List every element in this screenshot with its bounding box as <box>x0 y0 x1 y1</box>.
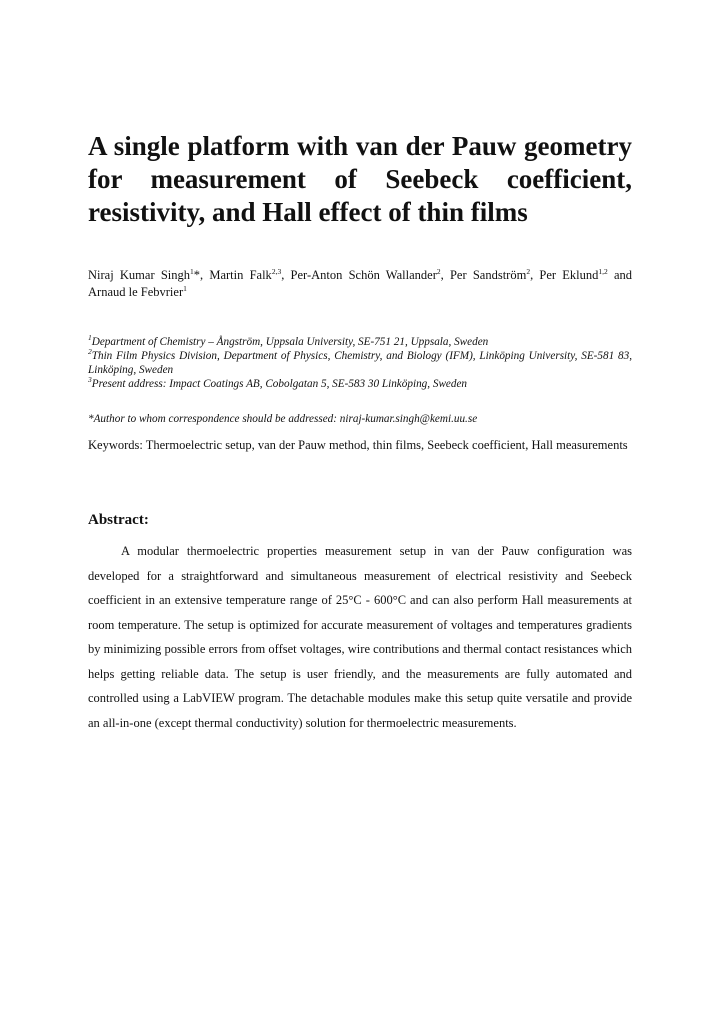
author-separator: , <box>530 268 540 282</box>
affiliation-list <box>88 335 632 391</box>
affiliation <box>88 377 632 391</box>
author-name: Per Eklund <box>539 268 599 282</box>
author-affiliation-mark: 2 <box>436 267 441 276</box>
author <box>450 268 539 282</box>
author-affiliation-mark: 1 <box>190 267 194 276</box>
correspondence-note: *Author to whom correspondence should be addressed: niraj-kumar.singh@kemi.uu.se <box>88 413 478 425</box>
author <box>291 268 450 282</box>
affiliation <box>88 349 632 377</box>
affiliation-mark: 3 <box>88 375 92 384</box>
author <box>539 268 632 282</box>
author-separator: *, <box>193 268 210 282</box>
author-list <box>88 267 632 301</box>
author-affiliation-mark: 2 <box>526 267 531 276</box>
author-affiliation-mark: 1,2 <box>598 267 608 276</box>
author-name: Per Sandström <box>449 268 527 282</box>
abstract-heading: Abstract: <box>88 512 149 528</box>
author-affiliation-mark: 2,3 <box>271 267 282 276</box>
affiliation-mark: 2 <box>88 347 92 356</box>
author-separator: and <box>607 268 633 282</box>
author-separator: , <box>281 268 291 282</box>
author-affiliation-mark: 1 <box>183 284 187 293</box>
author-name: Arnaud le Febvrier <box>88 285 184 299</box>
author-name: Per-Anton Schön Wallander <box>290 268 437 282</box>
affiliation-text: Department of Chemistry – Ångström, Uppsala University, SE-751 21, Uppsala, Sweden <box>91 336 489 348</box>
keywords: Keywords: Thermoelectric setup, van der Pauw method, thin films, Seebeck coefficient, Hall measurements <box>88 438 628 452</box>
affiliation-text: Present address: Impact Coatings AB, Cobolgatan 5, SE-583 30 Linköping, Sweden <box>91 378 468 390</box>
author <box>88 285 187 299</box>
author <box>209 268 290 282</box>
author-name: Niraj Kumar Singh <box>88 268 190 282</box>
affiliation-mark: 1 <box>88 333 92 342</box>
paper-title: A single platform with van der Pauw geometry for measurement of Seebeck coefficient, resistivity, and Hall effect of thin films <box>88 131 632 227</box>
author-name: Martin Falk <box>209 268 272 282</box>
affiliation-text: Thin Film Physics Division, Department of Physics, Chemistry, and Biology (IFM), Linköping University, SE-581 83, Linköping, Sweden <box>88 350 632 376</box>
author-separator: , <box>440 268 450 282</box>
abstract-body: A modular thermoelectric properties measurement setup in van der Pauw configuration was developed for a straightforward and simultaneous measurement of electrical resistivity and Seebeck coefficient in an extensive temperature range of 25°C - 600°C and can also perform Hall measurements at room temperature. The setup is optimized for accurate measurement of voltages and temperatures gradients by minimizing possible errors from offset voltages, wire contributions and thermal contact resistances which helps getting reliable data. The setup is user friendly, and the measurements are fully automated and controlled using a LabVIEW program. The detachable modules make this setup quite versatile and provide an all-in-one (except thermal conductivity) solution for thermoelectric measurements. <box>88 544 632 730</box>
affiliation <box>88 335 632 349</box>
author <box>88 268 209 282</box>
